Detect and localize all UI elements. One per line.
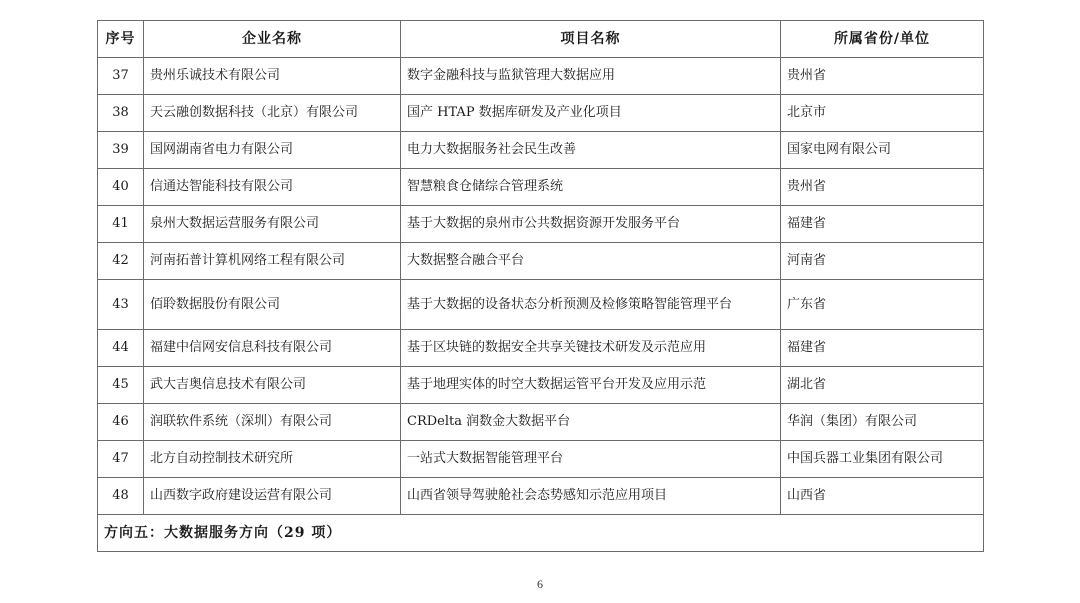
row-company: 天云融创数据科技（北京）有限公司 xyxy=(144,95,401,132)
table-row xyxy=(98,441,984,478)
section-row xyxy=(98,515,984,552)
row-project: CRDelta 润数金大数据平台 xyxy=(401,404,781,441)
row-province: 北京市 xyxy=(781,95,984,132)
table-row xyxy=(98,478,984,515)
row-company: 信通达智能科技有限公司 xyxy=(144,169,401,206)
row-number: 38 xyxy=(98,95,144,132)
row-number: 46 xyxy=(98,404,144,441)
row-project: 基于地理实体的时空大数据运管平台开发及应用示范 xyxy=(401,367,781,404)
row-number: 43 xyxy=(98,280,144,330)
row-number: 47 xyxy=(98,441,144,478)
row-number: 41 xyxy=(98,206,144,243)
row-province: 广东省 xyxy=(781,280,984,330)
row-project: 基于大数据的设备状态分析预测及检修策略智能管理平台 xyxy=(401,280,781,330)
row-project: 大数据整合融合平台 xyxy=(401,243,781,280)
row-province: 国家电网有限公司 xyxy=(781,132,984,169)
row-number: 42 xyxy=(98,243,144,280)
row-province: 华润（集团）有限公司 xyxy=(781,404,984,441)
table-row xyxy=(98,243,984,280)
row-project: 山西省领导驾驶舱社会态势感知示范应用项目 xyxy=(401,478,781,515)
row-project: 基于大数据的泉州市公共数据资源开发服务平台 xyxy=(401,206,781,243)
table-row xyxy=(98,206,984,243)
row-province: 福建省 xyxy=(781,206,984,243)
row-project: 电力大数据服务社会民生改善 xyxy=(401,132,781,169)
table-row xyxy=(98,169,984,206)
row-number: 39 xyxy=(98,132,144,169)
table-row xyxy=(98,280,984,330)
row-province: 湖北省 xyxy=(781,367,984,404)
row-project: 智慧粮食仓储综合管理系统 xyxy=(401,169,781,206)
row-company: 河南拓普计算机网络工程有限公司 xyxy=(144,243,401,280)
row-company: 武大吉奥信息技术有限公司 xyxy=(144,367,401,404)
row-company: 泉州大数据运营服务有限公司 xyxy=(144,206,401,243)
project-table xyxy=(97,20,984,552)
row-project: 数字金融科技与监狱管理大数据应用 xyxy=(401,58,781,95)
row-company: 国网湖南省电力有限公司 xyxy=(144,132,401,169)
header-serial: 序号 xyxy=(98,21,144,58)
row-province: 福建省 xyxy=(781,330,984,367)
row-company: 北方自动控制技术研究所 xyxy=(144,441,401,478)
row-project: 基于区块链的数据安全共享关键技术研发及示范应用 xyxy=(401,330,781,367)
row-company: 山西数字政府建设运营有限公司 xyxy=(144,478,401,515)
table-row xyxy=(98,58,984,95)
row-project: 一站式大数据智能管理平台 xyxy=(401,441,781,478)
row-company: 贵州乐诚技术有限公司 xyxy=(144,58,401,95)
header-province: 所属省份/单位 xyxy=(781,21,984,58)
table-row xyxy=(98,95,984,132)
row-province: 贵州省 xyxy=(781,58,984,95)
header-company: 企业名称 xyxy=(144,21,401,58)
row-company: 福建中信网安信息科技有限公司 xyxy=(144,330,401,367)
row-province: 中国兵器工业集团有限公司 xyxy=(781,441,984,478)
header-project: 项目名称 xyxy=(401,21,781,58)
table-row xyxy=(98,132,984,169)
page-number: 6 xyxy=(537,577,543,591)
row-province: 山西省 xyxy=(781,478,984,515)
row-province: 河南省 xyxy=(781,243,984,280)
row-company: 润联软件系统（深圳）有限公司 xyxy=(144,404,401,441)
row-number: 45 xyxy=(98,367,144,404)
row-company: 佰聆数据股份有限公司 xyxy=(144,280,401,330)
row-number: 40 xyxy=(98,169,144,206)
table-row xyxy=(98,330,984,367)
row-province: 贵州省 xyxy=(781,169,984,206)
table-header-row xyxy=(98,21,984,58)
table-row xyxy=(98,367,984,404)
row-number: 48 xyxy=(98,478,144,515)
row-number: 37 xyxy=(98,58,144,95)
row-project: 国产 HTAP 数据库研发及产业化项目 xyxy=(401,95,781,132)
section-heading: 方向五：大数据服务方向（29 项） xyxy=(98,515,984,552)
row-number: 44 xyxy=(98,330,144,367)
table-row xyxy=(98,404,984,441)
